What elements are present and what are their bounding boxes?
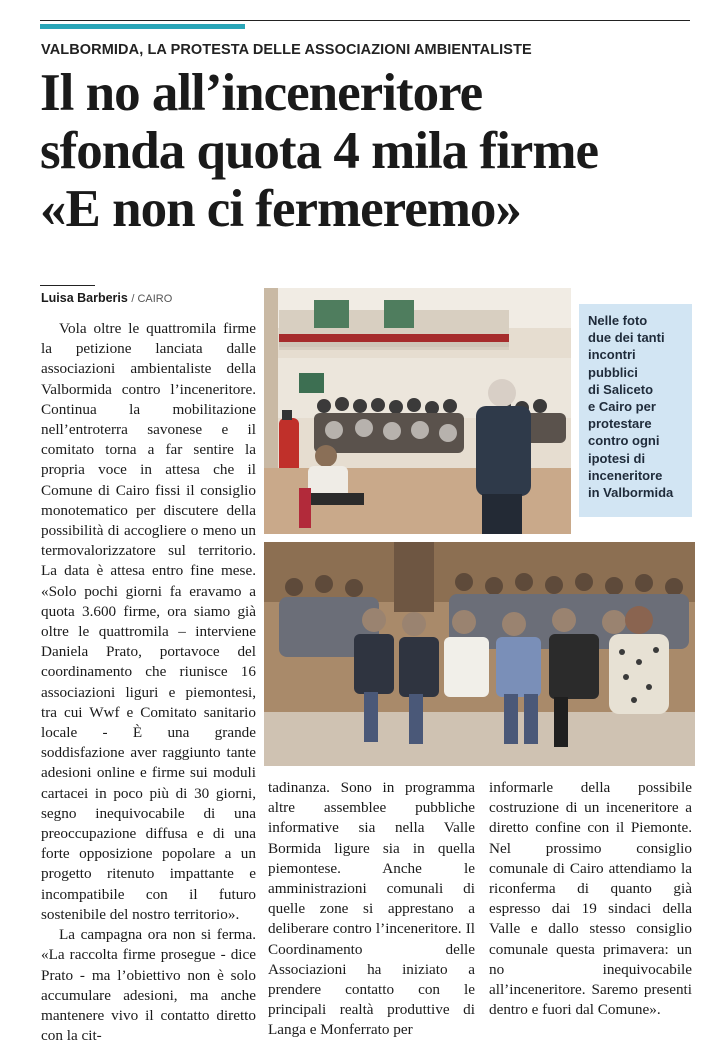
article-column-3: [489, 778, 692, 1020]
headline: [40, 64, 710, 238]
section-accent-bar: [40, 24, 245, 29]
photo-caption: [579, 304, 692, 517]
caption-line: due dei tanti: [588, 330, 665, 346]
kicker: VALBORMIDA, LA PROTESTA DELLE ASSOCIAZIONI AMBIENTALISTE: [41, 42, 532, 58]
headline-line-2: sfonda quota 4 mila firme: [40, 122, 598, 180]
caption-line: pubblici: [588, 364, 638, 380]
caption-line: in Valbormida: [588, 485, 674, 501]
article-paragraph: Vola oltre le quattromila firme la petizione lanciata dalle associazioni ambientaliste della Valbormida contro l’inceneritore. Continua la mobilitazione nell’entroterra savonese e il comitato torna a far sentire la propria voce in attesa che il Comune di Cairo fissi il consiglio monotematico per discutere della possibilità di accogliere o meno un termovalorizzatore sul territorio. La data è attesa entro fine mese. «Solo pochi giorni fa eravamo a quota 3.600 firme, ora siamo già oltre le quattromila – interviene Daniela Prato, portavoce del coordinamento che riunisce 16 associazioni liguri e piemontesi, tra cui Wwf e Comitato sanitario locale - È una grande soddisfazione aver raggiunto tante adesioni online e firme sui moduli cartacei in poco più di 30 giorni, segno inequivocabile di una preoccupazione diffusa e di una forte opposizione popolare a un progetto ritenuto impattante e incompatibile con il futuro sostenibile del nostro territorio».: [41, 320, 256, 923]
article-column-2: [268, 778, 475, 1041]
caption-line: incontri: [588, 347, 636, 363]
byline-rule: [40, 285, 95, 286]
headline-line-1: Il no all’inceneritore: [40, 64, 483, 122]
article-column-1: [41, 319, 256, 1046]
caption-line: contro ogni: [588, 433, 660, 449]
caption-line: inceneritore: [588, 467, 663, 483]
photo-meeting-audience: [264, 542, 695, 766]
headline-line-3: «E non ci fermeremo»: [40, 180, 521, 238]
caption-line: e Cairo per: [588, 399, 656, 415]
article-paragraph: La campagna ora non si ferma. «La raccolta firme prosegue - dice Prato - ma l’obiettivo non è solo accumulare adesioni, ma anche mantenere vivo il contatto diretto con la cit-: [41, 926, 256, 1045]
caption-line: protestare: [588, 416, 652, 432]
caption-line: di Saliceto: [588, 381, 654, 397]
caption-line: Nelle foto: [588, 313, 648, 328]
caption-line: ipotesi di: [588, 450, 646, 466]
article-paragraph: informarle della possibile costruzione di un inceneritore a diretto confine con il Piemonte. Nel prossimo consiglio comunale di Cairo attendiamo la riconferma di quanto già espresso dai 19 sindaci della Valle e dallo stesso consiglio comunale questa primavera: un no inequivocabile all’inceneritore. Saremo presenti dentro e fuori dal Comune».: [489, 779, 692, 1019]
article-paragraph: tadinanza. Sono in programma altre assemblee pubbliche informative sia nella Valle Bormida ligure sia in quella piemontese. Anche le amministrazioni comunali di quelle zone si apprestano a deliberare contro l’inceneritore. Il Coordinamento delle Associazioni ha iniziato a prendere contatto con le principali realtà produttive di Langa e Monferrato per: [268, 779, 475, 1039]
byline-location: / CAIRO: [131, 293, 173, 305]
byline: [41, 291, 172, 305]
byline-author: Luisa Barberis: [41, 291, 128, 305]
photo-public-meeting-audience-icon: [264, 542, 695, 766]
photo-public-meeting-hall-icon: [264, 288, 571, 534]
top-rule: [40, 20, 690, 21]
photo-meeting-hall: [264, 288, 571, 534]
